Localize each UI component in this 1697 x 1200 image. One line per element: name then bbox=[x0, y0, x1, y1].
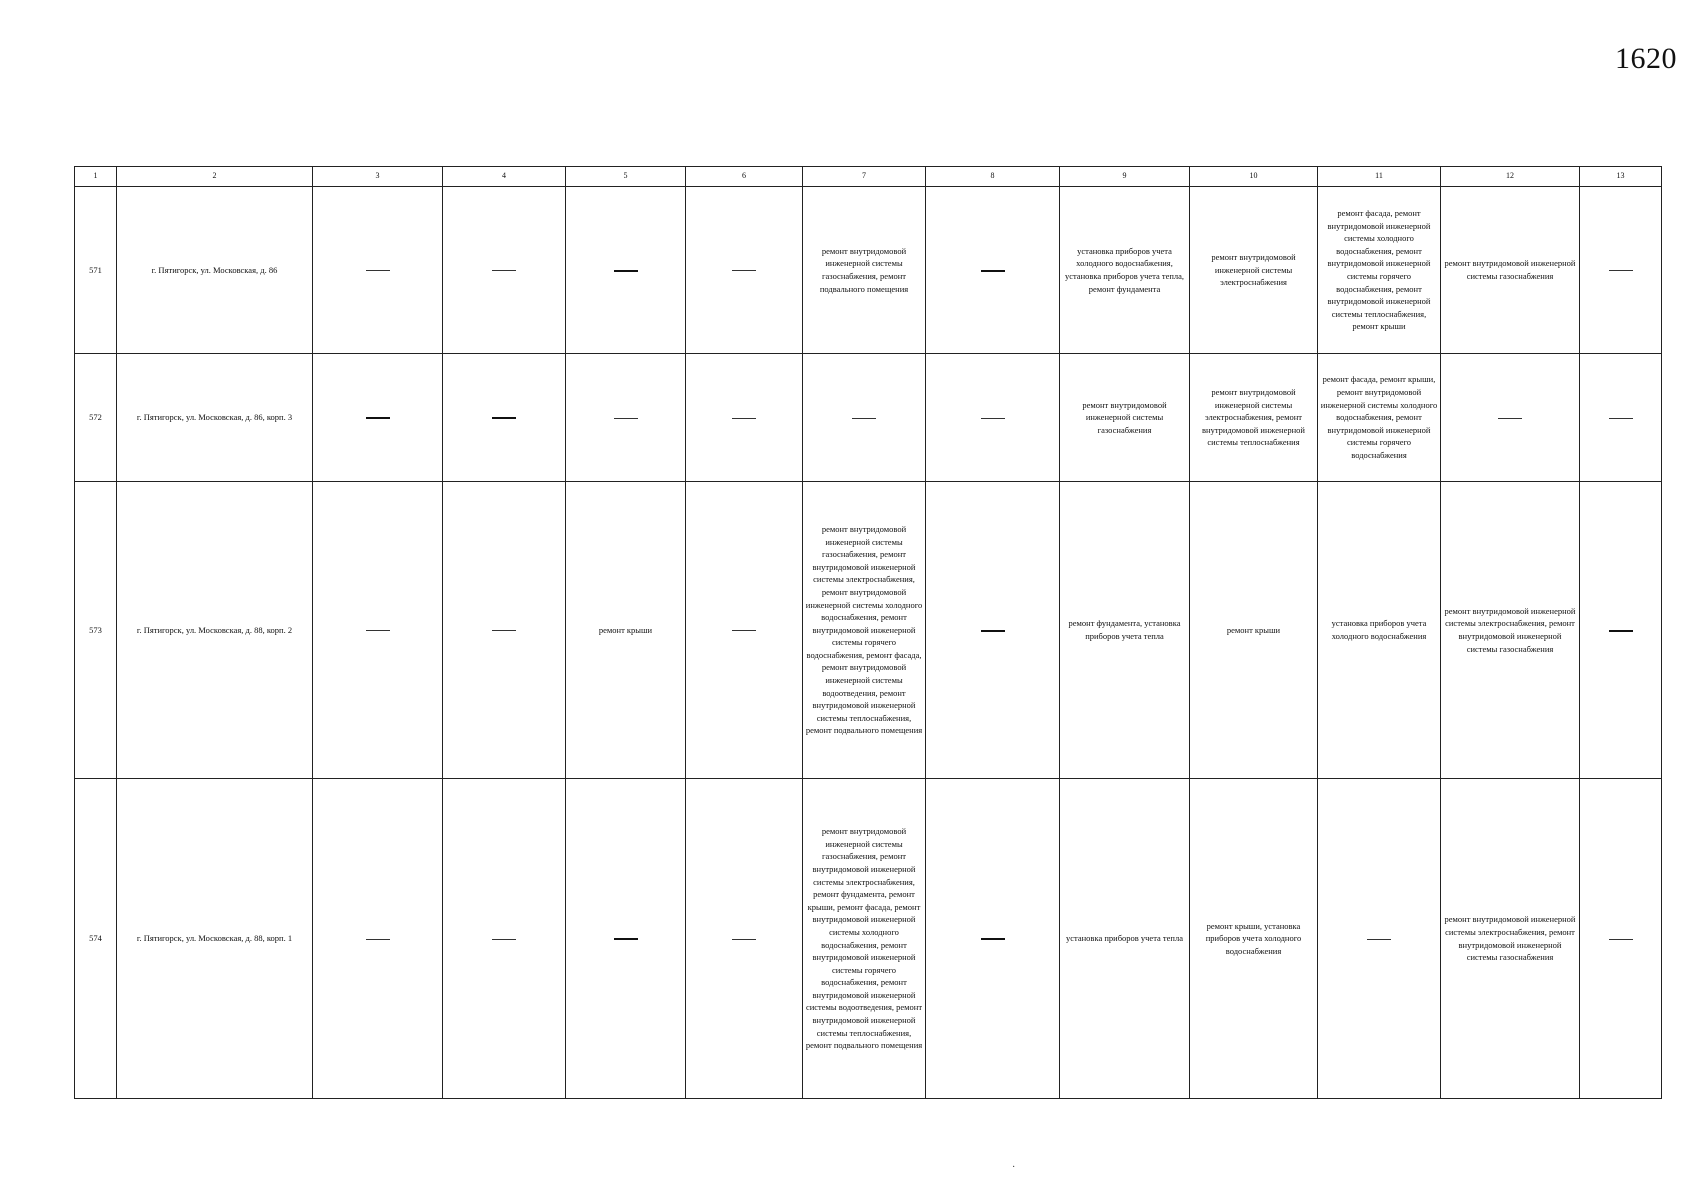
empty-dash bbox=[614, 418, 638, 419]
work-cell bbox=[566, 779, 686, 1099]
column-number: 10 bbox=[1190, 167, 1318, 187]
work-cell: ремонт крыши bbox=[1190, 482, 1318, 779]
empty-dash bbox=[492, 417, 516, 419]
column-number-row bbox=[75, 167, 1662, 187]
empty-dash bbox=[981, 270, 1005, 272]
work-cell bbox=[926, 187, 1060, 354]
work-cell bbox=[926, 482, 1060, 779]
work-cell bbox=[313, 779, 443, 1099]
work-cell: ремонт внутридомовой инженерной системы газоснабжения bbox=[1060, 354, 1190, 482]
empty-dash bbox=[366, 417, 390, 419]
empty-dash bbox=[1609, 939, 1633, 940]
work-cell: ремонт внутридомовой инженерной системы газоснабжения, ремонт внутридомовой инженерной системы электроснабжения, ремонт внутридомовой инженерной системы холодного водоснабжения, ремонт внутридомовой инженерной системы горячего водоснабжения, ремонт фасада, ремонт внутридомовой инженерной системы водоотведения, ремонт внутридомовой инженерной системы теплоснабжения, ремонт подвального помещения bbox=[803, 482, 926, 779]
empty-dash bbox=[366, 939, 390, 940]
work-cell: ремонт внутридомовой инженерной системы электроснабжения, ремонт внутридомовой инженерной системы теплоснабжения bbox=[1190, 354, 1318, 482]
work-cell bbox=[443, 354, 566, 482]
work-cell: установка приборов учета холодного водоснабжения, установка приборов учета тепла, ремонт фундамента bbox=[1060, 187, 1190, 354]
work-cell: ремонт внутридомовой инженерной системы электроснабжения, ремонт внутридомовой инженерной системы газоснабжения bbox=[1441, 482, 1580, 779]
work-cell bbox=[443, 482, 566, 779]
address-cell: г. Пятигорск, ул. Московская, д. 86, корп. 3 bbox=[117, 354, 313, 482]
work-cell bbox=[686, 354, 803, 482]
table-row bbox=[75, 354, 1662, 482]
work-cell bbox=[313, 482, 443, 779]
table-row bbox=[75, 482, 1662, 779]
work-cell bbox=[803, 354, 926, 482]
work-cell bbox=[1318, 779, 1441, 1099]
work-cell: ремонт фасада, ремонт внутридомовой инженерной системы холодного водоснабжения, ремонт внутридомовой инженерной системы горячего водоснабжения, ремонт внутридомовой инженерной системы теплоснабжения, ремонт крыши bbox=[1318, 187, 1441, 354]
work-cell bbox=[926, 779, 1060, 1099]
empty-dash bbox=[981, 630, 1005, 632]
work-cell bbox=[686, 187, 803, 354]
work-cell bbox=[686, 779, 803, 1099]
work-cell bbox=[313, 187, 443, 354]
column-number: 1 bbox=[75, 167, 117, 187]
empty-dash bbox=[614, 938, 638, 940]
work-cell: ремонт внутридомовой инженерной системы газоснабжения bbox=[1441, 187, 1580, 354]
row-number: 573 bbox=[75, 482, 117, 779]
column-number: 5 bbox=[566, 167, 686, 187]
work-cell: ремонт внутридомовой инженерной системы газоснабжения, ремонт подвального помещения bbox=[803, 187, 926, 354]
empty-dash bbox=[1609, 270, 1633, 271]
column-number: 8 bbox=[926, 167, 1060, 187]
empty-dash bbox=[1498, 418, 1522, 419]
row-number: 572 bbox=[75, 354, 117, 482]
empty-dash bbox=[366, 270, 390, 271]
column-number: 3 bbox=[313, 167, 443, 187]
scan-speck: · bbox=[1012, 1162, 1016, 1173]
empty-dash bbox=[492, 939, 516, 940]
work-cell bbox=[926, 354, 1060, 482]
empty-dash bbox=[492, 270, 516, 271]
work-cell bbox=[1580, 482, 1662, 779]
empty-dash bbox=[852, 418, 876, 419]
table-row bbox=[75, 779, 1662, 1099]
empty-dash bbox=[732, 939, 756, 940]
address-cell: г. Пятигорск, ул. Московская, д. 88, корп. 2 bbox=[117, 482, 313, 779]
work-cell: ремонт внутридомовой инженерной системы электроснабжения bbox=[1190, 187, 1318, 354]
empty-dash bbox=[1609, 418, 1633, 419]
empty-dash bbox=[1609, 630, 1633, 632]
empty-dash bbox=[492, 630, 516, 631]
page-number: 1620 bbox=[1615, 42, 1677, 75]
address-cell: г. Пятигорск, ул. Московская, д. 86 bbox=[117, 187, 313, 354]
work-cell: ремонт внутридомовой инженерной системы газоснабжения, ремонт внутридомовой инженерной системы электроснабжения, ремонт фундамента, ремонт крыши, ремонт фасада, ремонт внутридомовой инженерной системы холодного водоснабжения, ремонт внутридомовой инженерной системы горячего водоснабжения, ремонт внутридомовой инженерной системы водоотведения, ремонт внутридомовой инженерной системы теплоснабжения, ремонт подвального помещения bbox=[803, 779, 926, 1099]
column-number: 7 bbox=[803, 167, 926, 187]
empty-dash bbox=[981, 418, 1005, 419]
work-cell bbox=[313, 354, 443, 482]
repair-schedule-table bbox=[74, 166, 1662, 1099]
work-cell bbox=[566, 354, 686, 482]
work-cell: установка приборов учета тепла bbox=[1060, 779, 1190, 1099]
empty-dash bbox=[366, 630, 390, 631]
column-number: 6 bbox=[686, 167, 803, 187]
work-cell bbox=[1580, 354, 1662, 482]
work-cell bbox=[443, 187, 566, 354]
work-cell bbox=[566, 187, 686, 354]
column-number: 11 bbox=[1318, 167, 1441, 187]
work-cell: ремонт внутридомовой инженерной системы электроснабжения, ремонт внутридомовой инженерной системы газоснабжения bbox=[1441, 779, 1580, 1099]
column-number: 13 bbox=[1580, 167, 1662, 187]
column-number: 9 bbox=[1060, 167, 1190, 187]
table-row bbox=[75, 187, 1662, 354]
work-cell bbox=[686, 482, 803, 779]
empty-dash bbox=[981, 938, 1005, 940]
column-number: 4 bbox=[443, 167, 566, 187]
work-cell: ремонт фундамента, установка приборов учета тепла bbox=[1060, 482, 1190, 779]
work-cell bbox=[1580, 187, 1662, 354]
row-number: 571 bbox=[75, 187, 117, 354]
work-cell: ремонт фасада, ремонт крыши, ремонт внутридомовой инженерной системы холодного водоснабжения, ремонт внутридомовой инженерной системы горячего водоснабжения bbox=[1318, 354, 1441, 482]
work-cell bbox=[1441, 354, 1580, 482]
empty-dash bbox=[732, 630, 756, 631]
work-cell: установка приборов учета холодного водоснабжения bbox=[1318, 482, 1441, 779]
address-cell: г. Пятигорск, ул. Московская, д. 88, корп. 1 bbox=[117, 779, 313, 1099]
column-number: 12 bbox=[1441, 167, 1580, 187]
row-number: 574 bbox=[75, 779, 117, 1099]
work-cell bbox=[1580, 779, 1662, 1099]
empty-dash bbox=[614, 270, 638, 272]
column-number: 2 bbox=[117, 167, 313, 187]
work-cell bbox=[443, 779, 566, 1099]
empty-dash bbox=[1367, 939, 1391, 940]
empty-dash bbox=[732, 270, 756, 271]
work-cell: ремонт крыши bbox=[566, 482, 686, 779]
work-cell: ремонт крыши, установка приборов учета холодного водоснабжения bbox=[1190, 779, 1318, 1099]
empty-dash bbox=[732, 418, 756, 419]
